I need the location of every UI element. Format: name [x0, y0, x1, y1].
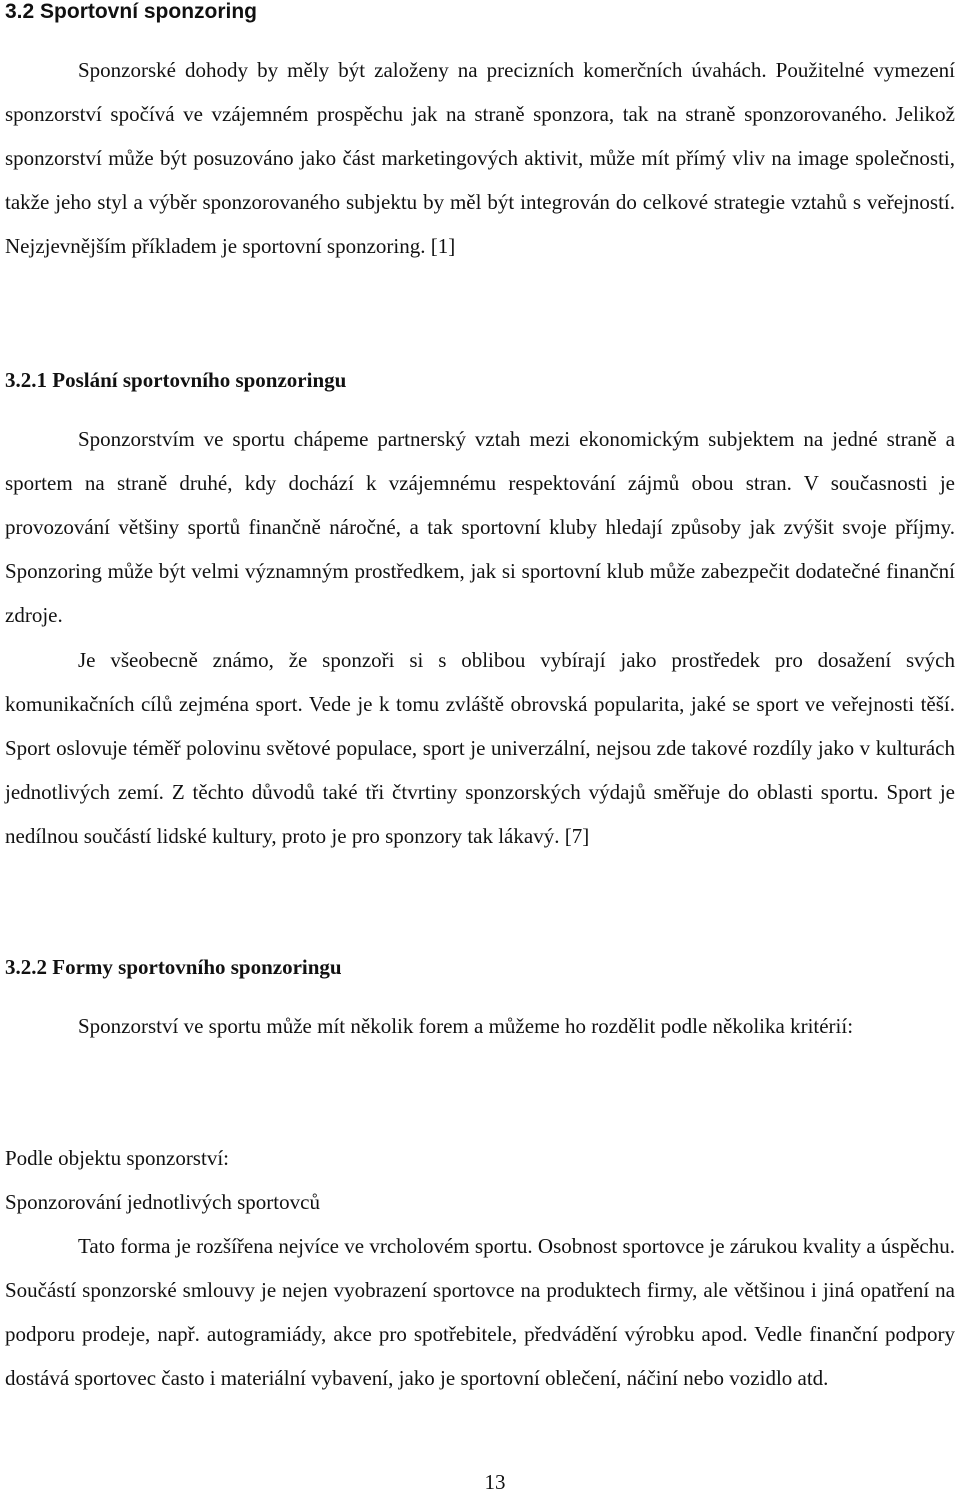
subsection-1-paragraph-1: Sponzorstvím ve sportu chápeme partnerský vztah mezi ekonomickým subjektem na jedné straně a sportem na straně druhé, kdy dochází k vzájemnému respektování zájmů obou stran. V současnosti je provozování většiny sportů finančně náročné, a tak sportovní kluby hledají způsoby jak zvýšit svoje příjmy. Sponzoring může být velmi významným prostředkem, jak si sportovní klub může zabezpečit dodatečné finanční zdroje.	[5, 427, 955, 627]
form-paragraph: Tato forma je rozšířena nejvíce ve vrcholovém sportu. Osobnost sportovce je zárukou kvality a úspěchu. Součástí sponzorské smlouvy je nejen vyobrazení sportovce na produktech firmy, ale většinou i jiná opatření na podporu prodeje, např. autogramiády, akce pro spotřebitele, předvádění výrobku apod. Vedle finanční podpory dostává sportovec často i materiální vybavení, jako je sportovní oblečení, náčiní nebo vozidlo atd.	[5, 1234, 955, 1390]
subsection-2-heading: 3.2.2 Formy sportovního sponzoringu	[5, 955, 342, 979]
section-paragraph: Sponzorské dohody by měly být založeny na precizních komerčních úvahách. Použitelné vymezení sponzorství spočívá ve vzájemném prospěchu jak na straně sponzora, tak na straně sponzorovaného. Jelikož sponzorství může být posuzováno jako část marketingových aktivit, může mít přímý vliv na image společnosti, takže jeho styl a výběr sponzorovaného subjektu by měl být integrován do celkové strategie vztahů s veřejností. Nejzjevnějším příkladem je sportovní sponzoring. [1]	[5, 58, 955, 258]
form-title: Sponzorování jednotlivých sportovců	[5, 1190, 320, 1214]
page-number: 13	[484, 1470, 506, 1494]
subsection-2-intro: Sponzorství ve sportu může mít několik forem a můžeme ho rozdělit podle několika kritérií:	[78, 1014, 854, 1038]
criterion-label: Podle objektu sponzorství:	[5, 1146, 229, 1170]
subsection-1-paragraph-2: Je všeobecně známo, že sponzoři si s oblibou vybírají jako prostředek pro dosažení svých komunikačních cílů zejména sport. Vede je k tomu zvláště obrovská popularita, jaké se sport ve veřejnosti těší. Sport oslovuje téměř polovinu světové populace, sport je univerzální, nejsou zde takové rozdíly jako v kulturách jednotlivých zemí. Z těchto důvodů také tři čtvrtiny sponzorských výdajů směřuje do oblasti sportu. Sport je nedílnou součástí lidské kultury, proto je pro sponzory tak lákavý. [7]	[5, 648, 955, 848]
subsection-1-heading: 3.2.1 Poslání sportovního sponzoringu	[5, 368, 347, 392]
section-heading: 3.2 Sportovní sponzoring	[5, 0, 258, 23]
